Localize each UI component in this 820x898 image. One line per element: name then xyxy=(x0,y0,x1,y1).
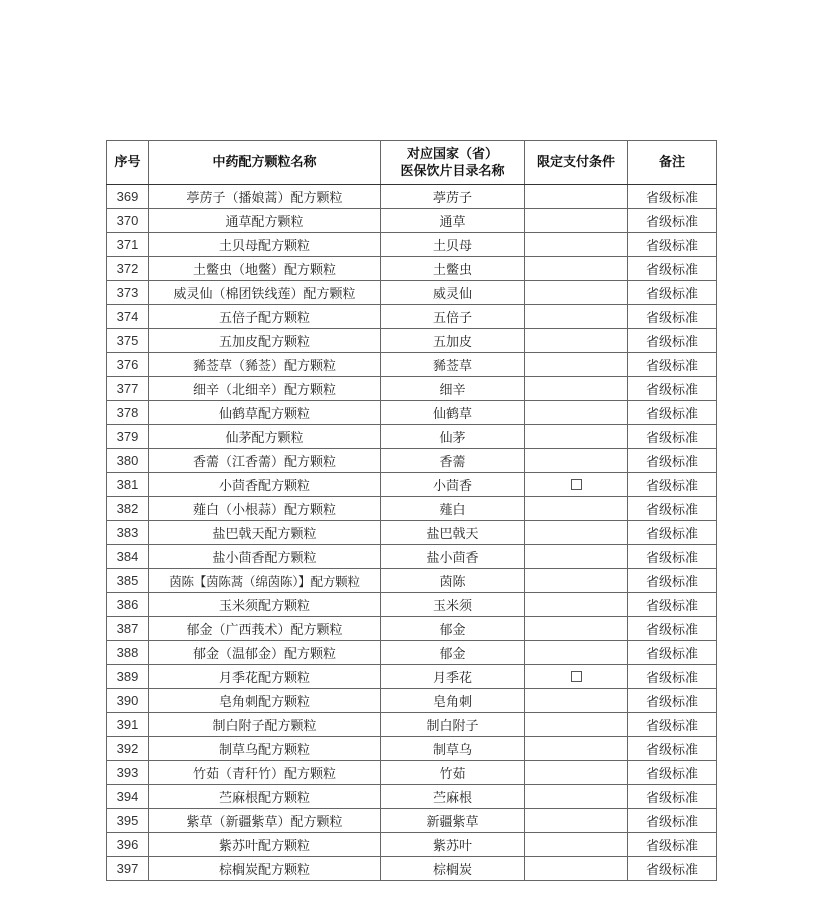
cell-catalog-name: 制白附子 xyxy=(381,713,525,737)
cell-granule-name: 威灵仙（棉团铁线莲）配方颗粒 xyxy=(149,281,381,305)
cell-serial-number: 378 xyxy=(107,401,149,425)
cell-payment-condition xyxy=(525,545,628,569)
cell-catalog-name: 皂角刺 xyxy=(381,689,525,713)
cell-payment-condition xyxy=(525,617,628,641)
header-granule-name: 中药配方颗粒名称 xyxy=(149,141,381,185)
cell-remark: 省级标准 xyxy=(628,545,717,569)
cell-remark: 省级标准 xyxy=(628,185,717,209)
cell-serial-number: 390 xyxy=(107,689,149,713)
cell-granule-name: 香薷（江香薷）配方颗粒 xyxy=(149,449,381,473)
cell-payment-condition xyxy=(525,785,628,809)
cell-serial-number: 384 xyxy=(107,545,149,569)
cell-serial-number: 397 xyxy=(107,857,149,881)
table-row xyxy=(107,281,717,305)
cell-remark: 省级标准 xyxy=(628,281,717,305)
cell-payment-condition xyxy=(525,521,628,545)
cell-serial-number: 383 xyxy=(107,521,149,545)
table-row xyxy=(107,569,717,593)
cell-payment-condition xyxy=(525,593,628,617)
cell-remark: 省级标准 xyxy=(628,641,717,665)
cell-payment-condition xyxy=(525,209,628,233)
cell-payment-condition xyxy=(525,257,628,281)
header-serial-number: 序号 xyxy=(107,141,149,185)
cell-serial-number: 380 xyxy=(107,449,149,473)
cell-catalog-name: 土鳖虫 xyxy=(381,257,525,281)
cell-payment-condition xyxy=(525,569,628,593)
cell-remark: 省级标准 xyxy=(628,449,717,473)
cell-granule-name: 棕榈炭配方颗粒 xyxy=(149,857,381,881)
cell-serial-number: 369 xyxy=(107,185,149,209)
cell-granule-name: 土鳖虫（地鳖）配方颗粒 xyxy=(149,257,381,281)
cell-remark: 省级标准 xyxy=(628,833,717,857)
table-row xyxy=(107,761,717,785)
cell-remark: 省级标准 xyxy=(628,377,717,401)
cell-catalog-name: 玉米须 xyxy=(381,593,525,617)
cell-serial-number: 387 xyxy=(107,617,149,641)
cell-granule-name: 薤白（小根蒜）配方颗粒 xyxy=(149,497,381,521)
cell-payment-condition xyxy=(525,641,628,665)
cell-serial-number: 382 xyxy=(107,497,149,521)
cell-payment-condition xyxy=(525,665,628,689)
cell-remark: 省级标准 xyxy=(628,425,717,449)
cell-granule-name: 制白附子配方颗粒 xyxy=(149,713,381,737)
cell-catalog-name: 竹茹 xyxy=(381,761,525,785)
cell-remark: 省级标准 xyxy=(628,689,717,713)
cell-remark: 省级标准 xyxy=(628,233,717,257)
cell-catalog-name: 棕榈炭 xyxy=(381,857,525,881)
table-row xyxy=(107,809,717,833)
table-row xyxy=(107,857,717,881)
cell-catalog-name: 月季花 xyxy=(381,665,525,689)
cell-serial-number: 389 xyxy=(107,665,149,689)
table-body xyxy=(107,185,717,881)
cell-remark: 省级标准 xyxy=(628,665,717,689)
cell-catalog-name: 五倍子 xyxy=(381,305,525,329)
table-row xyxy=(107,233,717,257)
table-row xyxy=(107,305,717,329)
cell-catalog-name: 紫苏叶 xyxy=(381,833,525,857)
cell-catalog-name: 威灵仙 xyxy=(381,281,525,305)
table-row xyxy=(107,377,717,401)
cell-catalog-name: 新疆紫草 xyxy=(381,809,525,833)
cell-remark: 省级标准 xyxy=(628,209,717,233)
cell-remark: 省级标准 xyxy=(628,617,717,641)
header-catalog-name xyxy=(381,141,525,185)
cell-granule-name: 制草乌配方颗粒 xyxy=(149,737,381,761)
cell-serial-number: 385 xyxy=(107,569,149,593)
cell-payment-condition xyxy=(525,473,628,497)
cell-granule-name: 皂角刺配方颗粒 xyxy=(149,689,381,713)
cell-payment-condition xyxy=(525,233,628,257)
cell-granule-name: 紫苏叶配方颗粒 xyxy=(149,833,381,857)
cell-granule-name: 茵陈【茵陈蒿（绵茵陈）】配方颗粒 xyxy=(149,569,381,593)
cell-serial-number: 393 xyxy=(107,761,149,785)
cell-catalog-name: 仙鹤草 xyxy=(381,401,525,425)
cell-payment-condition xyxy=(525,401,628,425)
cell-payment-condition xyxy=(525,377,628,401)
cell-payment-condition xyxy=(525,425,628,449)
cell-payment-condition xyxy=(525,809,628,833)
cell-remark: 省级标准 xyxy=(628,497,717,521)
cell-payment-condition xyxy=(525,353,628,377)
cell-serial-number: 373 xyxy=(107,281,149,305)
cell-remark: 省级标准 xyxy=(628,305,717,329)
cell-payment-condition xyxy=(525,857,628,881)
cell-catalog-name: 仙茅 xyxy=(381,425,525,449)
cell-serial-number: 374 xyxy=(107,305,149,329)
cell-granule-name: 豨莶草（豨莶）配方颗粒 xyxy=(149,353,381,377)
cell-serial-number: 388 xyxy=(107,641,149,665)
cell-remark: 省级标准 xyxy=(628,785,717,809)
cell-granule-name: 月季花配方颗粒 xyxy=(149,665,381,689)
cell-payment-condition xyxy=(525,185,628,209)
table-row xyxy=(107,641,717,665)
cell-remark: 省级标准 xyxy=(628,329,717,353)
cell-granule-name: 仙茅配方颗粒 xyxy=(149,425,381,449)
cell-remark: 省级标准 xyxy=(628,353,717,377)
cell-payment-condition xyxy=(525,449,628,473)
header-catalog-name-line1: 对应国家（省） xyxy=(406,146,498,162)
cell-serial-number: 379 xyxy=(107,425,149,449)
cell-payment-condition xyxy=(525,281,628,305)
cell-payment-condition xyxy=(525,713,628,737)
cell-serial-number: 396 xyxy=(107,833,149,857)
cell-remark: 省级标准 xyxy=(628,401,717,425)
cell-catalog-name: 豨莶草 xyxy=(381,353,525,377)
table-row xyxy=(107,497,717,521)
cell-serial-number: 394 xyxy=(107,785,149,809)
cell-remark: 省级标准 xyxy=(628,713,717,737)
cell-catalog-name: 茵陈 xyxy=(381,569,525,593)
table-row xyxy=(107,209,717,233)
cell-catalog-name: 薤白 xyxy=(381,497,525,521)
cell-serial-number: 395 xyxy=(107,809,149,833)
cell-catalog-name: 郁金 xyxy=(381,641,525,665)
cell-payment-condition xyxy=(525,737,628,761)
cell-payment-condition xyxy=(525,497,628,521)
table-row xyxy=(107,353,717,377)
cell-granule-name: 盐巴戟天配方颗粒 xyxy=(149,521,381,545)
cell-granule-name: 通草配方颗粒 xyxy=(149,209,381,233)
cell-granule-name: 竹茹（青秆竹）配方颗粒 xyxy=(149,761,381,785)
cell-granule-name: 苎麻根配方颗粒 xyxy=(149,785,381,809)
header-payment-condition: 限定支付条件 xyxy=(525,141,628,185)
cell-granule-name: 仙鹤草配方颗粒 xyxy=(149,401,381,425)
cell-catalog-name: 五加皮 xyxy=(381,329,525,353)
checkbox-square-icon xyxy=(571,671,582,682)
table-row xyxy=(107,665,717,689)
cell-catalog-name: 郁金 xyxy=(381,617,525,641)
cell-serial-number: 375 xyxy=(107,329,149,353)
cell-granule-name: 土贝母配方颗粒 xyxy=(149,233,381,257)
cell-granule-name: 葶苈子（播娘蒿）配方颗粒 xyxy=(149,185,381,209)
cell-remark: 省级标准 xyxy=(628,737,717,761)
cell-payment-condition xyxy=(525,329,628,353)
table-row xyxy=(107,257,717,281)
table-row xyxy=(107,737,717,761)
cell-serial-number: 386 xyxy=(107,593,149,617)
cell-catalog-name: 苎麻根 xyxy=(381,785,525,809)
cell-payment-condition xyxy=(525,689,628,713)
cell-payment-condition xyxy=(525,833,628,857)
cell-granule-name: 紫草（新疆紫草）配方颗粒 xyxy=(149,809,381,833)
cell-catalog-name: 盐小茴香 xyxy=(381,545,525,569)
cell-granule-name: 郁金（广西莪术）配方颗粒 xyxy=(149,617,381,641)
cell-serial-number: 372 xyxy=(107,257,149,281)
table-row xyxy=(107,425,717,449)
cell-catalog-name: 通草 xyxy=(381,209,525,233)
header-remark: 备注 xyxy=(628,141,717,185)
cell-catalog-name: 细辛 xyxy=(381,377,525,401)
table-row xyxy=(107,617,717,641)
checkbox-square-icon xyxy=(571,479,582,490)
table-row xyxy=(107,689,717,713)
cell-payment-condition xyxy=(525,761,628,785)
cell-remark: 省级标准 xyxy=(628,521,717,545)
table-row xyxy=(107,521,717,545)
cell-remark: 省级标准 xyxy=(628,473,717,497)
cell-catalog-name: 小茴香 xyxy=(381,473,525,497)
cell-remark: 省级标准 xyxy=(628,257,717,281)
cell-serial-number: 377 xyxy=(107,377,149,401)
table-row xyxy=(107,473,717,497)
cell-payment-condition xyxy=(525,305,628,329)
table-row xyxy=(107,185,717,209)
cell-remark: 省级标准 xyxy=(628,857,717,881)
cell-remark: 省级标准 xyxy=(628,569,717,593)
cell-granule-name: 五加皮配方颗粒 xyxy=(149,329,381,353)
cell-granule-name: 玉米须配方颗粒 xyxy=(149,593,381,617)
cell-remark: 省级标准 xyxy=(628,761,717,785)
cell-granule-name: 郁金（温郁金）配方颗粒 xyxy=(149,641,381,665)
table-row xyxy=(107,545,717,569)
cell-catalog-name: 香薷 xyxy=(381,449,525,473)
granule-catalog-table xyxy=(106,140,717,881)
header-catalog-name-line2: 医保饮片目录名称 xyxy=(400,163,505,179)
cell-granule-name: 五倍子配方颗粒 xyxy=(149,305,381,329)
table-row xyxy=(107,713,717,737)
table-header-row xyxy=(107,141,717,185)
cell-granule-name: 小茴香配方颗粒 xyxy=(149,473,381,497)
cell-serial-number: 391 xyxy=(107,713,149,737)
table-row xyxy=(107,401,717,425)
cell-serial-number: 370 xyxy=(107,209,149,233)
table-row xyxy=(107,833,717,857)
cell-catalog-name: 葶苈子 xyxy=(381,185,525,209)
cell-serial-number: 371 xyxy=(107,233,149,257)
table-row xyxy=(107,785,717,809)
table-row xyxy=(107,593,717,617)
cell-remark: 省级标准 xyxy=(628,593,717,617)
cell-serial-number: 392 xyxy=(107,737,149,761)
table-row xyxy=(107,449,717,473)
cell-granule-name: 盐小茴香配方颗粒 xyxy=(149,545,381,569)
table-row xyxy=(107,329,717,353)
cell-catalog-name: 土贝母 xyxy=(381,233,525,257)
cell-serial-number: 376 xyxy=(107,353,149,377)
cell-serial-number: 381 xyxy=(107,473,149,497)
cell-granule-name: 细辛（北细辛）配方颗粒 xyxy=(149,377,381,401)
cell-remark: 省级标准 xyxy=(628,809,717,833)
cell-catalog-name: 盐巴戟天 xyxy=(381,521,525,545)
cell-catalog-name: 制草乌 xyxy=(381,737,525,761)
